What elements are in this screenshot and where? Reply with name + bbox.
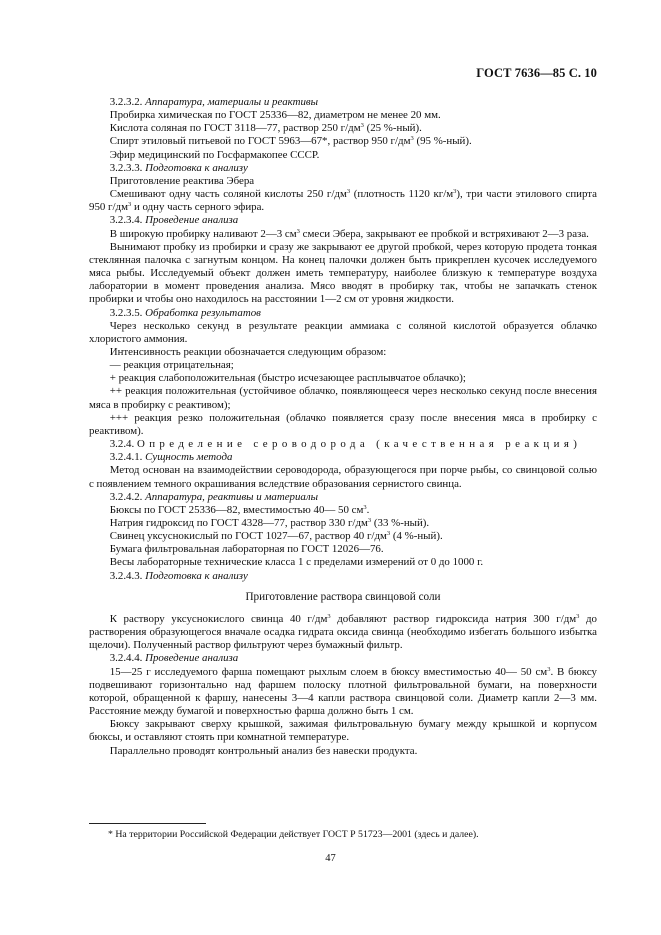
paragraph: Смешивают одну часть соляной кислоты 250 $г/дм^3$ (плотность 1120 $кг/м^3$), три части этилового спирта 950 $г/дм^3$ и одну часть серного эфира. [89,188,598,214]
section-subtitle: Приготовление раствора свинцовой соли [245,590,441,603]
paragraph: Натрия гидроксид по ГОСТ 4328—77, раствор 330 $г/дм^3$ (33 %-ный). [109,517,430,529]
footnote-divider [89,823,206,824]
paragraph: 3.2.3.4. Проведение анализа [109,214,239,227]
paragraph: Весы лабораторные технические класса 1 с пределами измерений от 0 до 1000 г. [109,556,484,569]
paragraph: Приготовление реактива Эбера [109,174,255,187]
paragraph: В широкую пробирку наливают 2—3 $см^3$ смеси Эбера, закрывают ее пробкой и встряхивают 2—3 раза. [109,227,589,240]
paragraph: ++ реакция положительная (устойчивое облачко, появляющееся через несколько секунд после внесения мяса в пробирку с реактивом); [89,385,597,411]
paragraph: + реакция слабоположительная (быстро исчезающее расплывчатое облачко); [109,372,466,385]
section-heading: Обработка результатов [145,306,261,319]
paragraph: Кислота соляная по ГОСТ 3118—77, раствор 250 $г/дм^3$ (25 %-ный). [109,122,422,135]
paragraph: 3.2.4.1. Сущность метода [109,451,233,464]
section-heading: Сущность метода [145,451,233,464]
paragraph: Через несколько секунд в результате реакции аммиака с соляной кислотой образуется облачко хлористого аммония. [89,319,597,345]
paragraph: Свинец уксуснокислый по ГОСТ 1027—67, раствор 40 $г/дм^3$ (4 %-ный). [109,530,443,543]
paragraph: Метод основан на взаимодействии сероводорода, образующегося при порче рыбы, со свинцовой солью с появлением темного окрашивания вследствие образования сернистого свинца. [89,464,597,490]
paragraph: +++ реакция резко положительная (облачко появляется сразу после внесения мяса в пробирку с реактивом). [89,411,597,437]
paragraph: Интенсивность реакции обозначается следующим образом: [109,345,387,358]
paragraph: Параллельно проводят контрольный анализ без навески продукта. [109,744,418,757]
section-heading: Подготовка к анализу [145,161,248,174]
paragraph: Бюксы по ГОСТ 25336—82, вместимостью 40— 50 $см^3$. [109,503,370,516]
paragraph: К раствору уксуснокислого свинца 40 $г/дм^3$ добавляют раствор гидроксида натрия 300 $г/дм^3$ до растворения образующегося вначале осадка гидрата оксида свинца (необходимо избегать большого избытка щелочи). Полученный раствор фильтруют через бумажный фильтр. [89,612,597,652]
section-heading: Проведение анализа [145,652,239,665]
section-heading: Определение сероводорода (качественная реакция) [136,438,582,451]
paragraph: Вынимают пробку из пробирки и сразу же закрывают ее другой пробкой, через которую продета тонкая стеклянная палочка с загнутым концом. На конец палочки должен быть прикреплен кусочек исследуемого мяса рыбы. Исследуемый объект должен иметь температуру, наиболее близкую к температуре воздуха лаборатории в момент проведения анализа. Мясо вводят в пробирку так, чтобы не запачкать стенок пробирки и чтобы оно находилось на расстоянии 1—2 см от уровня жидкости. [89,240,597,306]
document-body [89,96,597,758]
paragraph: 15—25 г исследуемого фарша помещают рыхлым слоем в бюксу вместимостью 40— 50 $см^3$. В бюксу подвешивают горизонтально над фаршем полоску плотной фильтровальной бумаги, на поверхности которой, обращенной к фаршу, нанесены 3—4 капли раствора свинцовой соли. Диаметр капли 2—3 мм. Расстояние между бумагой и поверхностью фарша должно быть 1 см. [89,665,597,718]
section-heading: Подготовка к анализу [145,569,248,582]
paragraph: 3.2.4.3. Подготовка к анализу [109,569,248,582]
section-heading: Аппаратура, материалы и реактивы [145,96,318,108]
section-heading: Проведение анализа [145,214,239,227]
paragraph: Пробирка химическая по ГОСТ 25336—82, диаметром не менее 20 мм. [109,109,441,122]
paragraph: 3.2.3.5. Обработка результатов [109,306,261,319]
footnote: * На территории Российской Федерации действует ГОСТ Р 51723—2001 (здесь и далее). [108,829,479,840]
paragraph: Бумага фильтровальная лабораторная по ГОСТ 12026—76. [109,543,384,556]
paragraph: Эфир медицинский по Госфармакопее СССР. [109,148,320,161]
paragraph: — реакция отрицательная; [109,359,234,372]
paragraph: 3.2.3.3. Подготовка к анализу [109,161,248,174]
paragraph: 3.2.4.4. Проведение анализа [109,652,239,665]
paragraph: Бюксу закрывают сверху крышкой, зажимая фильтровальную бумагу между крышкой и корпусом бюксы, и оставляют стоять при комнатной температуре. [89,718,597,744]
page-number: 47 [325,853,336,864]
paragraph: Спирт этиловый питьевой по ГОСТ 5963—67*, раствор 950 $г/дм^3$ (95 %-ный). [109,135,472,148]
paragraph: 3.2.4. Определение сероводорода (качественная реакция) [109,438,582,451]
paragraph: 3.2.4.2. Аппаратура, реактивы и материалы [109,490,318,503]
section-heading: Аппаратура, реактивы и материалы [145,490,318,503]
page-header: ГОСТ 7636—85 С. 10 [476,66,597,80]
paragraph: 3.2.3.2. Аппаратура, материалы и реактивы [109,96,318,108]
